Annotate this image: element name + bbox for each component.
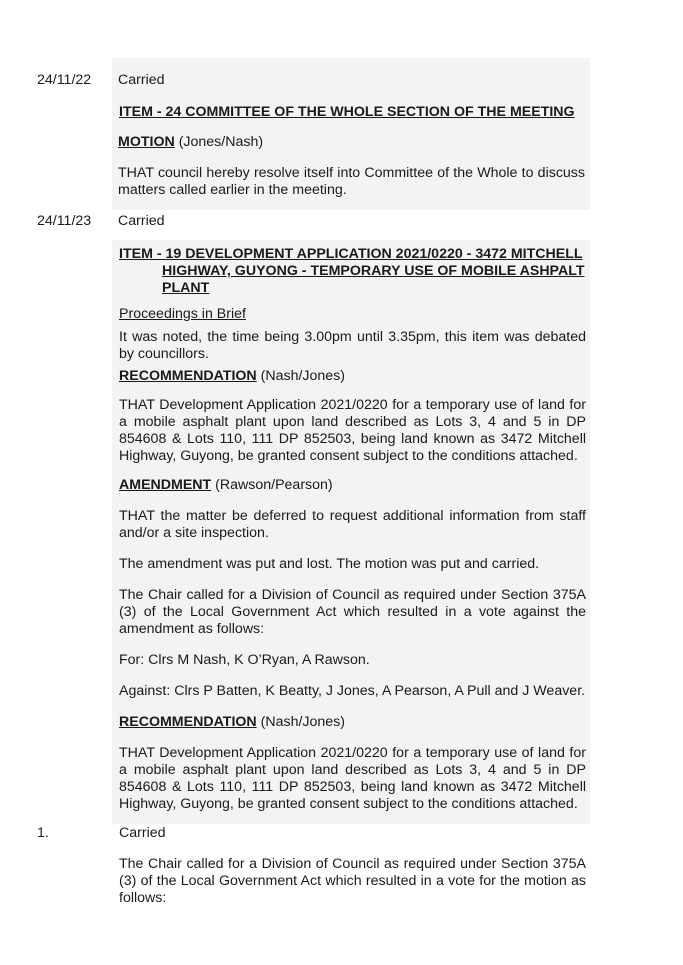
for-votes: For: Clrs M Nash, K O’Ryan, A Rawson.	[119, 652, 370, 668]
recommendation-2-label: RECOMMENDATION	[119, 714, 257, 730]
amendment-movers: (Rawson/Pearson)	[211, 477, 333, 493]
amendment-line	[119, 477, 333, 494]
resolution-status: Carried	[118, 213, 165, 229]
resolution-number: 24/11/23	[37, 213, 92, 229]
motion-label: MOTION	[118, 134, 175, 150]
motion-movers: (Jones/Nash)	[174, 134, 264, 150]
resolution-number: 24/11/22	[37, 72, 92, 88]
item-24-heading: ITEM - 24 COMMITTEE OF THE WHOLE SECTION OF THE MEETING	[119, 104, 575, 120]
amendment-label: AMENDMENT	[119, 477, 212, 493]
against-votes: Against: Clrs P Batten, K Beatty, J Jones, A Pearson, A Pull and J Weaver.	[119, 683, 586, 699]
item-19-heading-line1: ITEM - 19 DEVELOPMENT APPLICATION 2021/0220 - 3472 MITCHELL	[119, 246, 583, 262]
recommendation-line	[119, 368, 345, 385]
item-19-heading	[119, 246, 589, 297]
recommendation-movers: (Nash/Jones)	[256, 368, 345, 384]
proceedings-label: Proceedings in Brief	[119, 306, 246, 322]
item-19-heading-line2: HIGHWAY, GUYONG - TEMPORARY USE OF MOBILE ASHPALT	[162, 263, 585, 279]
amendment-text: THAT the matter be deferred to request additional information from staff and/or a site inspection.	[119, 508, 586, 541]
resolution-status: Carried	[118, 72, 165, 88]
division-text: The Chair called for a Division of Council as required under Section 375A (3) of the Local Government Act which resulted in a vote against the amendment as follows:	[119, 587, 586, 637]
proceedings-text: It was noted, the time being 3.00pm until 3.35pm, this item was debated by councillors.	[119, 329, 586, 362]
item-19-heading-line3: PLANT	[162, 280, 210, 296]
amendment-result: The amendment was put and lost. The motion was put and carried.	[119, 556, 540, 572]
resolution-status: Carried	[119, 825, 166, 841]
recommendation-text: THAT Development Application 2021/0220 for a temporary use of land for a mobile asphalt plant upon land described as Lots 3, 4 and 5 in DP 854608 & Lots 110, 111 DP 852503, being land known as 3472 Mitchell Highway, Guyong, be granted consent subject to the conditions attached.	[119, 397, 586, 464]
motion-line	[118, 134, 263, 151]
recommendation-2-text: THAT Development Application 2021/0220 for a temporary use of land for a mobile asphalt plant upon land described as Lots 3, 4 and 5 in DP 854608 & Lots 110, 111 DP 852503, being land known as 3472 Mitchell Highway, Guyong, be granted consent subject to the conditions attached.	[119, 745, 586, 812]
recommendation-2-line	[119, 714, 345, 731]
motion-text: THAT council hereby resolve itself into Committee of the Whole to discuss matters called earlier in the meeting.	[118, 165, 585, 198]
recommendation-label: RECOMMENDATION	[119, 368, 257, 384]
division-motion-text: The Chair called for a Division of Council as required under Section 375A (3) of the Local Government Act which resulted in a vote for the motion as follows:	[119, 856, 586, 906]
recommendation-2-movers: (Nash/Jones)	[256, 714, 345, 730]
resolution-number: 1.	[37, 825, 49, 841]
